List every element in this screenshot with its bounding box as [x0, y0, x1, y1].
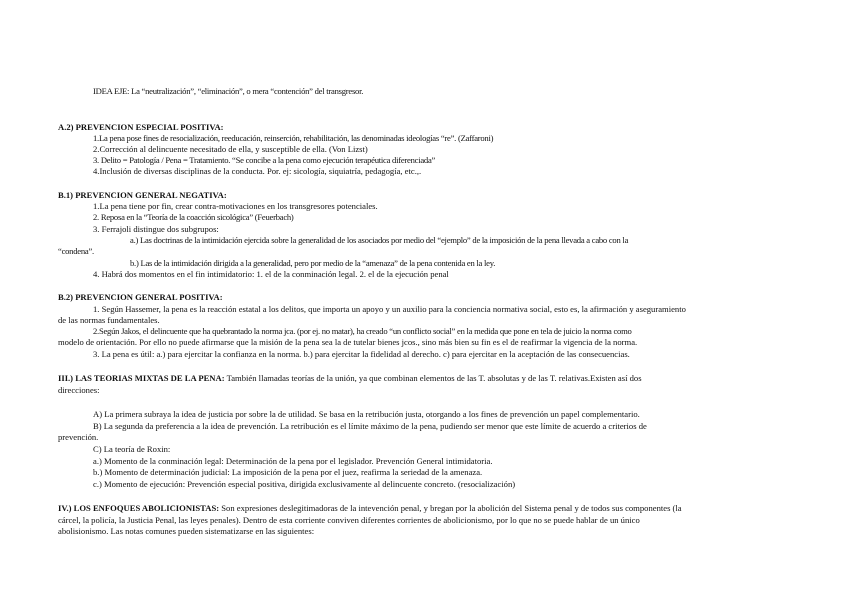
- b1-sub-a-line2: “condena”.: [58, 246, 94, 256]
- iii-line1: [58, 373, 642, 384]
- iii-item-c: C) La teoría de Roxin:: [93, 444, 171, 454]
- b1-sub-a-line1: a.) Las doctrinas de la intimidación ejercida sobre la generalidad de los asociados por medio del “ejemplo” de la imposición de la pena llevada a cabo con la: [130, 235, 629, 245]
- iii-item-a: A) La primera subraya la idea de justicia por sobre la de utilidad. Se basa en la retribución justa, otorgando a los fines de prevención un papel complementario.: [93, 409, 640, 419]
- iii-item-b-line2: prevención.: [58, 432, 99, 442]
- a2-heading: A.2) PREVENCION ESPECIAL POSITIVA:: [58, 122, 224, 132]
- b2-heading: B.2) PREVENCION GENERAL POSITIVA:: [58, 292, 223, 302]
- b2-item-2-line2: modelo de orientación. Por ello no puede afirmarse que la misión de la pena sea la de tutelar bienes jcos., sino más bien su fin es el de reafirmar la vigencia de la norma.: [58, 337, 638, 347]
- b2-item-2-line1: 2.Según Jakos, el delincuente que ha quebrantado la norma jca. (por ej. no matar), ha creado “un conflicto social” en la medida que pone en tela de juicio la norma como: [93, 326, 632, 336]
- b1-item-3: 3. Ferrajoli distingue dos subgrupos:: [93, 224, 219, 234]
- b1-heading: B.1) PREVENCION GENERAL NEGATIVA:: [58, 190, 227, 200]
- idea-eje-line: IDEA EJE: La “neutralización”, “eliminación”, o mera “contención” del transgresor.: [93, 86, 364, 96]
- b2-item-3: 3. La pena es útil: a.) para ejercitar la confianza en la norma. b.) para ejercitar la fidelidad al derecho. c) para ejercitar en la aceptación de las consecuencias.: [93, 349, 630, 359]
- iii-item-b-line1: B) La segunda da preferencia a la idea de prevención. La retribución es el límite máximo de la pena, pudiendo ser menor que este límite de acuerdo a criterios de: [93, 421, 647, 431]
- b1-item-4: 4. Habrá dos momentos en el fin intimidatorio: 1. el de la conminación legal. 2. el de la ejecución penal: [93, 269, 449, 279]
- a2-item-1: 1.La pena pose fines de resocialización, reeducación, reinserción, rehabilitación, las denominadas ideologías “re”. (Zaffaroni): [93, 133, 494, 143]
- iii-intro-line2: direcciones:: [58, 385, 100, 395]
- a2-item-2: 2.Corrección al delincuente necesitado de ella, y susceptible de ella. (Von Lizst): [93, 144, 368, 154]
- iii-item-c-c: c.) Momento de ejecución: Prevención especial positiva, dirigida exclusivamente al delincuente concreto. (resocialización): [93, 479, 516, 489]
- iii-item-c-a: a.) Momento de la conminación legal: Determinación de la pena por el legislador. Prevención General intimidatoria.: [93, 456, 493, 466]
- b2-item-1-line2: de las normas fundamentales.: [58, 315, 160, 325]
- b2-item-1-line1: 1. Según Hassemer, la pena es la reacción estatal a los delitos, que importa un apoyo y un auxilio para la conciencia normativa social, esto es, la afirmación y aseguramiento: [93, 304, 686, 314]
- b1-item-1: 1.La pena tiene por fin, crear contra-motivaciones en los transgresores potenciales.: [93, 201, 378, 211]
- b1-sub-b: b.) Las de la intimidación dirigida a la generalidad, pero por medio de la “amenaza” de la pena contenida en la ley.: [130, 258, 496, 268]
- b1-item-2: 2. Reposa en la “Teoría de la coacción sicológica” (Feuerbach): [93, 212, 294, 222]
- iv-text-line2: cárcel, la policía, la Justicia Penal, las leyes penales). Dentro de esta corriente conviven diferentes corrientes de abolicionismo, por lo que no se puede hablar de un único: [58, 515, 640, 525]
- iii-intro-line1: También llamadas teorías de la unión, ya que combinan elementos de las T. absolutas y de las T. relativas.Existen así dos: [224, 373, 642, 383]
- a2-item-4: 4.Inclusión de diversas disciplinas de la conducta. Por. ej: sicología, siquiatría, pedagogía, etc.,.: [93, 166, 422, 176]
- iii-item-c-b: b.) Momento de determinación judicial: La imposición de la pena por el juez, reafirma la seriedad de la amenaza.: [93, 467, 483, 477]
- a2-item-3: 3. Delito = Patología / Pena = Tratamiento. “Se concibe a la pena como ejecución terapéutica diferenciada”: [93, 155, 436, 165]
- iv-text-line1: Son expresiones deslegitimadoras de la intevención penal, y bregan por la abolición del Sistema penal y de todos sus componentes (la: [219, 503, 682, 513]
- iv-text-line3: abolisionismo. Las notas comunes pueden sistematizarse en las siguientes:: [58, 526, 315, 536]
- iii-heading: III.) LAS TEORIAS MIXTAS DE LA PENA:: [58, 373, 225, 383]
- iv-heading: IV.) LOS ENFOQUES ABOLICIONISTAS:: [58, 503, 220, 513]
- iv-line1: [58, 503, 682, 514]
